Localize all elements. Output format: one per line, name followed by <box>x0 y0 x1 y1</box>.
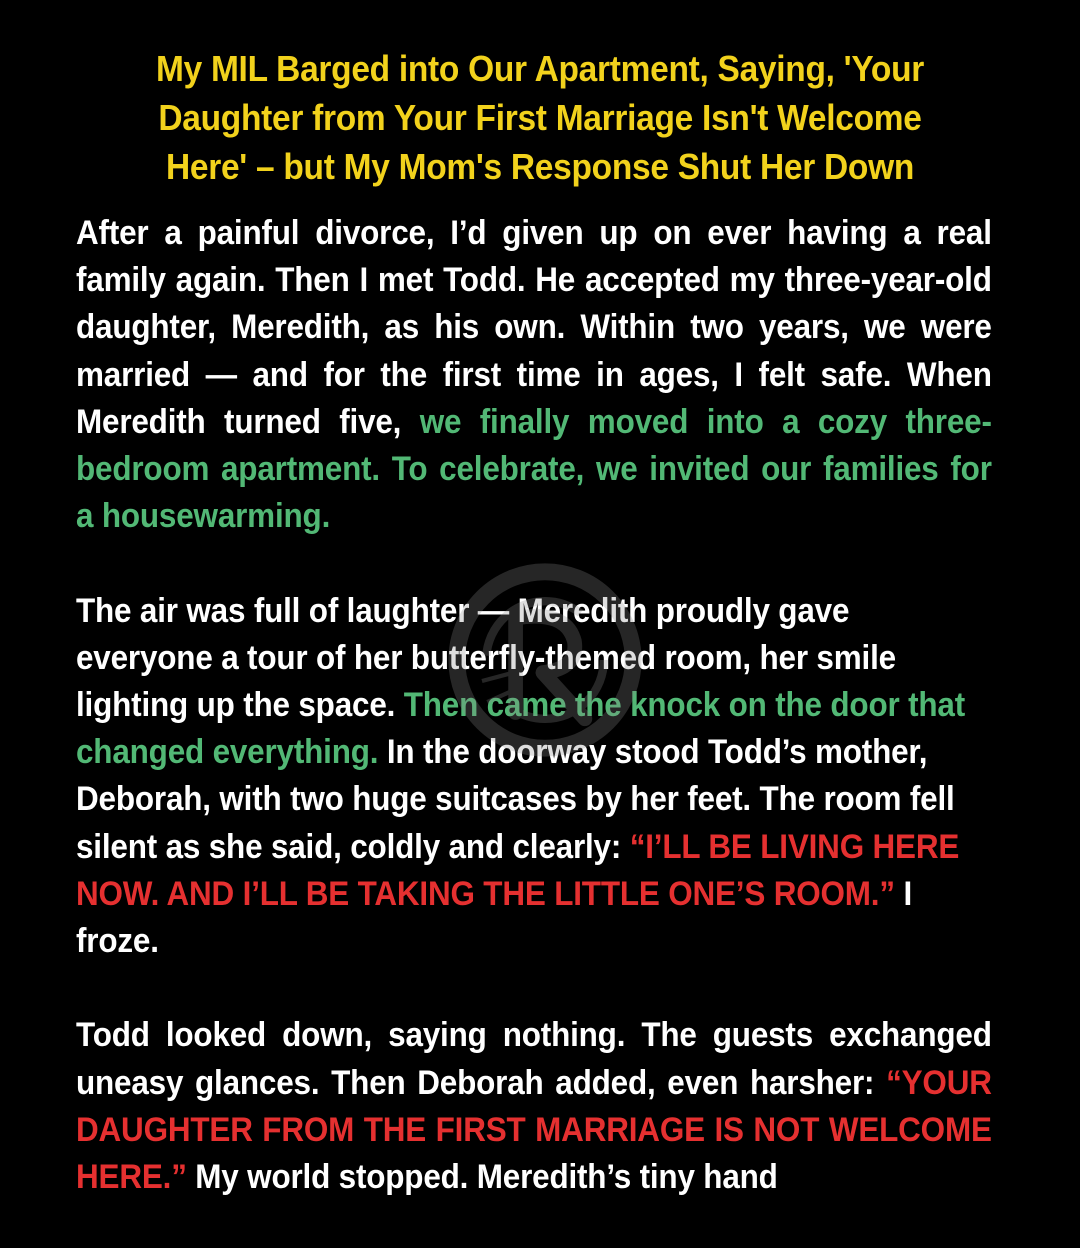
highlight-green: we finally moved into a cozy three-bedroom apartment. To celebrate, we invited our families for a housewarming. <box>76 402 992 536</box>
logo-watermark-icon <box>440 555 650 765</box>
highlight-green: Then came the knock on the door that changed everything. <box>76 686 965 772</box>
text-segment: In the doorway stood Todd’s mother, Deborah, with two huge suitcases by her feet. The room fell silent as she said, coldly and clearly: <box>76 733 955 866</box>
text-segment: My world stopped. Meredith’s tiny hand <box>186 1158 778 1197</box>
paragraph-3 <box>76 1012 992 1201</box>
text-segment: The air was full of laughter — Meredith proudly gave everyone a tour of her butterfly-themed room, her smile lighting up the space. <box>76 591 896 725</box>
highlight-red: “YOUR DAUGHTER FROM THE FIRST MARRIAGE IS NOT WELCOME HERE.” <box>76 1063 992 1197</box>
highlight-red: “I’LL BE LIVING HERE NOW. AND I’LL BE TAKING THE LITTLE ONE’S ROOM.” <box>76 827 960 913</box>
paragraph-1 <box>76 210 992 540</box>
text-segment: I froze. <box>76 874 913 961</box>
text-segment: After a painful divorce, I’d given up on ever having a real family again. Then I met Todd. He accepted my three-year-old daughter, Meredith, as his own. Within two years, we were married — and for the first time in ages, I felt safe. When Meredith turned five, <box>76 214 992 441</box>
story-title: My MIL Barged into Our Apartment, Saying, 'Your Daughter from Your First Marriage Isn't Welcome Here' – but My Mom's Response Shut Her Down <box>155 48 925 187</box>
text-segment: Todd looked down, saying nothing. The guests exchanged uneasy glances. Then Deborah added, even harsher: <box>76 1016 992 1102</box>
